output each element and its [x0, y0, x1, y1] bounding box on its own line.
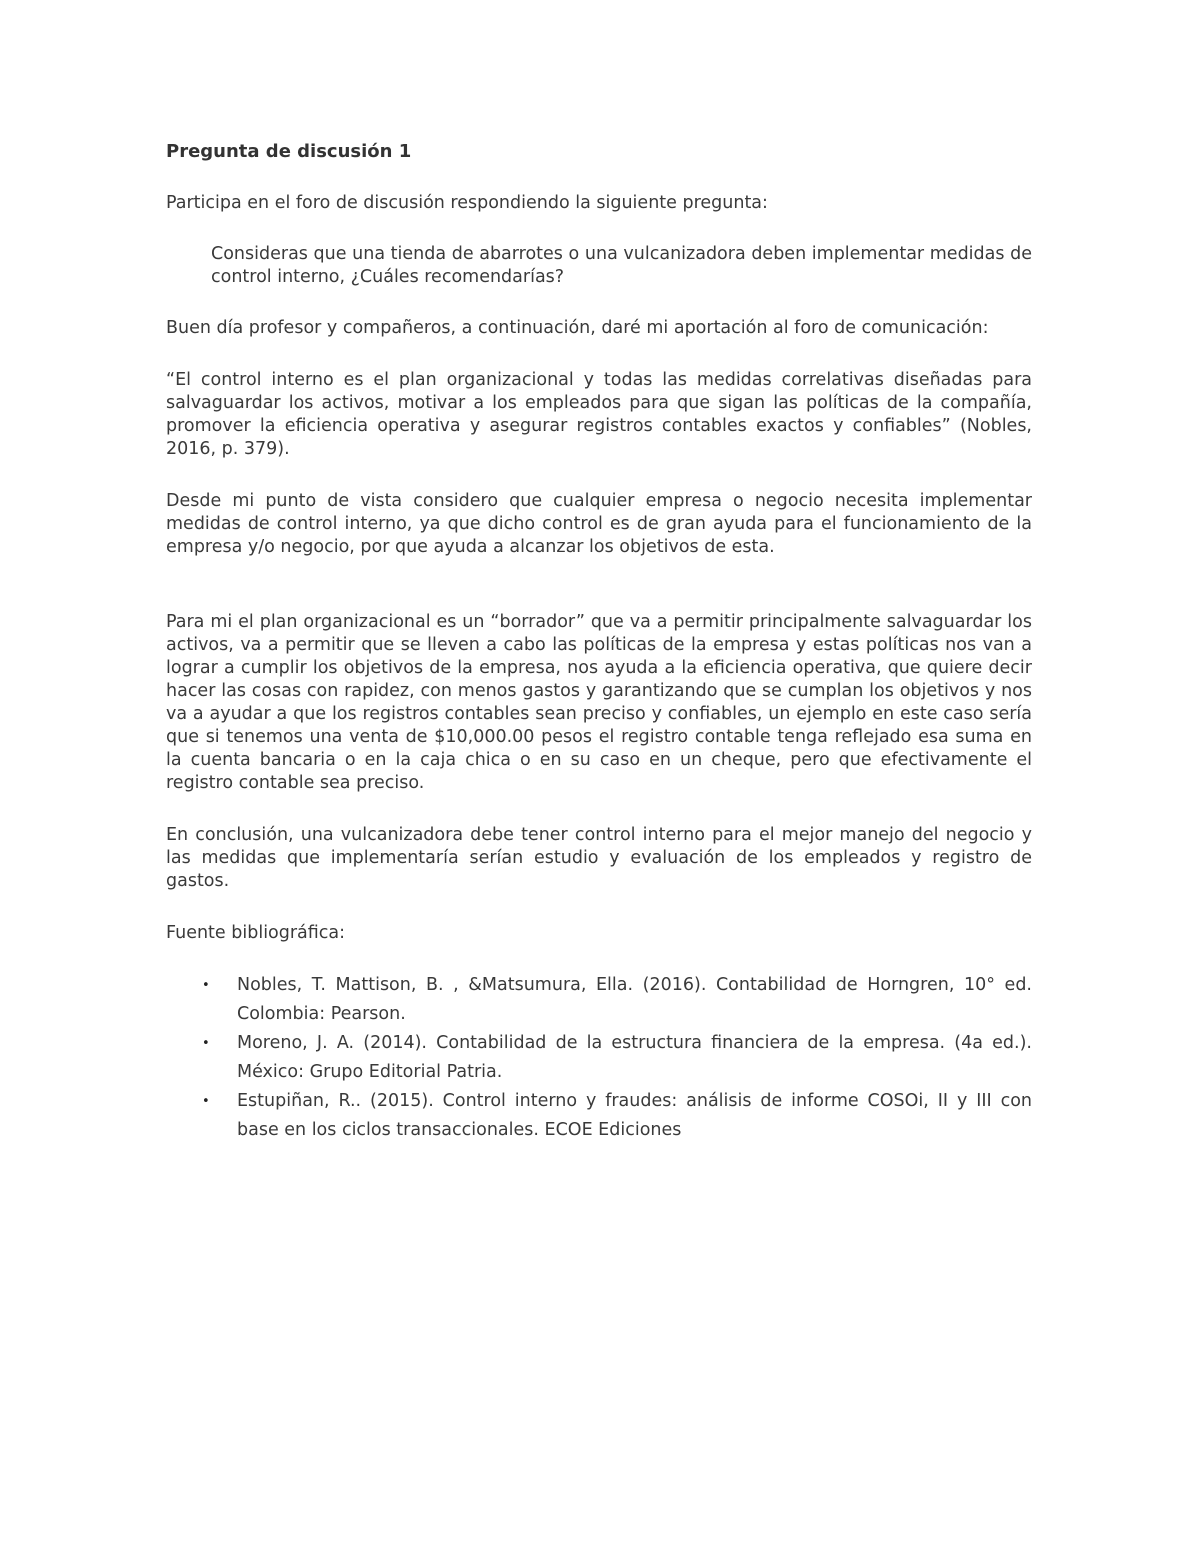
reference-item [166, 971, 1032, 1029]
paragraph-opinion: Desde mi punto de vista considero que cualquier empresa o negocio necesita implementar medidas de control interno, ya que dicho control es de gran ayuda para el funcionamiento de la empresa y/o negocio, por que ayuda a alcanzar los objetivos de esta. [166, 491, 1032, 557]
bullet-icon: • [202, 1036, 210, 1051]
paragraph-explanation: Para mi el plan organizacional es un “borrador” que va a permitir principalmente salvaguardar los activos, va a permitir que se lleven a cabo las políticas de la empresa y estas políticas nos van a lograr a cumplir los objetivos de la empresa, nos ayuda a la eficiencia operativa, que quiere decir hacer las cosas con rapidez, con menos gastos y garantizando que se cumplan los objetivos y nos va a ayudar a que los registros contables sean preciso y confiables, un ejemplo en este caso sería que si tenemos una venta de $10,000.00 pesos el registro contable tenga reflejado esa suma en la cuenta bancaria o en la caja chica o en su caso en un cheque, pero que efectivamente el registro contable sea preciso. [166, 612, 1032, 793]
reference-text: Estupiñan, R.. (2015). Control interno y fraudes: análisis de informe COSOi, II y III con base en los ciclos transaccionales. ECOE Ediciones [237, 1091, 1032, 1140]
reference-text: Moreno, J. A. (2014). Contabilidad de la estructura financiera de la empresa. (4a ed.). México: Grupo Editorial Patria. [237, 1033, 1032, 1082]
sources-label: Fuente bibliográfica: [166, 923, 346, 943]
discussion-question: Consideras que una tienda de abarrotes o una vulcanizadora deben implementar medidas de control interno, ¿Cuáles recomendarías? [211, 244, 1032, 287]
reference-item [166, 1029, 1032, 1087]
paragraph-conclusion: En conclusión, una vulcanizadora debe tener control interno para el mejor manejo del negocio y las medidas que implementaría serían estudio y evaluación de los empleados y registro de gastos. [166, 825, 1032, 891]
intro-text: Participa en el foro de discusión respondiendo la siguiente pregunta: [166, 193, 768, 213]
paragraph-quote: “El control interno es el plan organizacional y todas las medidas correlativas diseñadas para salvaguardar los activos, motivar a los empleados para que sigan las políticas de la compañía, promover la eficiencia operativa y asegurar registros contables exactos y confiables” (Nobles, 2016, p. 379). [166, 370, 1032, 459]
document-title: Pregunta de discusión 1 [166, 141, 412, 162]
bullet-icon: • [202, 978, 210, 993]
reference-item [166, 1087, 1032, 1145]
document-page [166, 140, 1032, 1145]
bullet-icon: • [202, 1094, 210, 1109]
paragraph-greeting: Buen día profesor y compañeros, a continuación, daré mi aportación al foro de comunicación: [166, 318, 989, 338]
reference-list [166, 971, 1032, 1145]
reference-text: Nobles, T. Mattison, B. , &Matsumura, Ella. (2016). Contabilidad de Horngren, 10° ed. Colombia: Pearson. [237, 975, 1032, 1024]
